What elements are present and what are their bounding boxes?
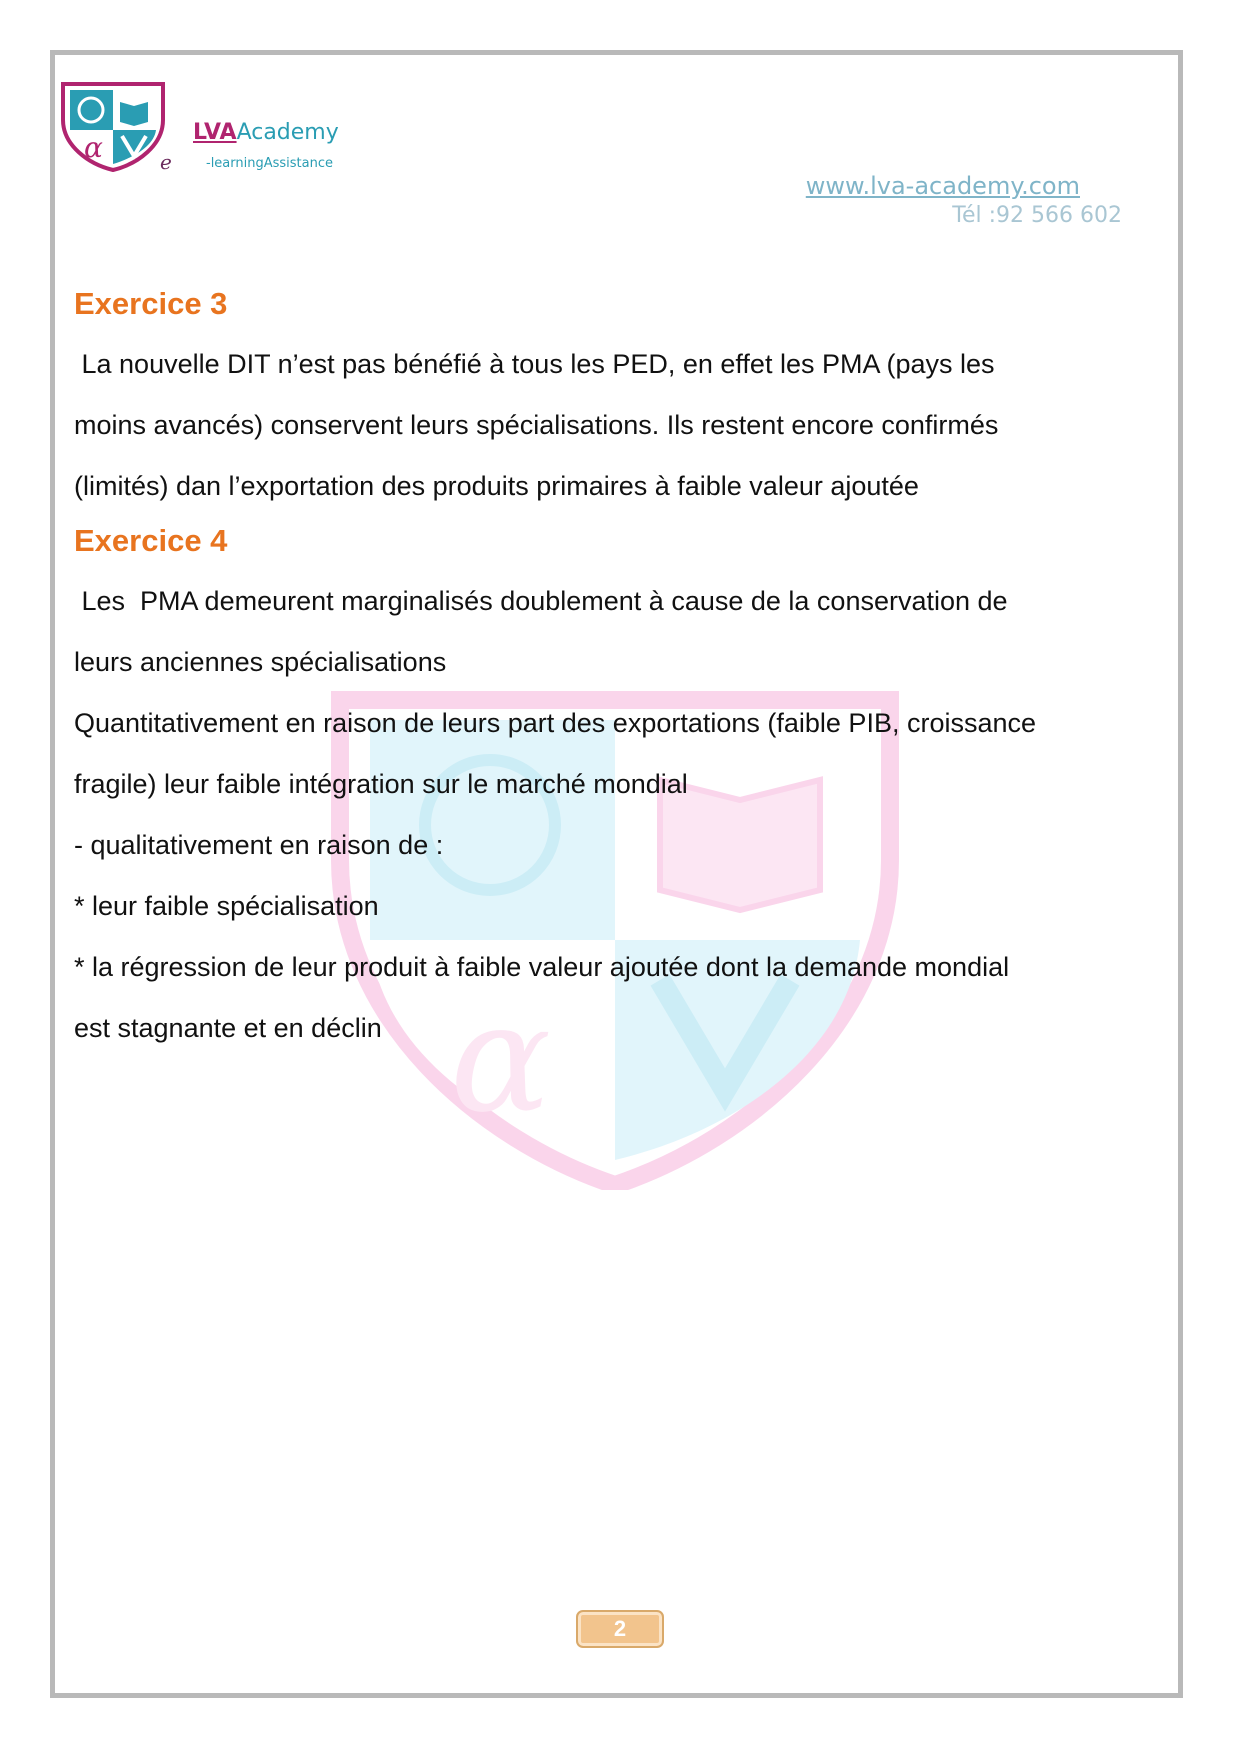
- brand-lva: LVA: [193, 120, 237, 145]
- page-number-badge: 2: [576, 1610, 664, 1648]
- brand-tagline: -learningAssistance: [206, 156, 333, 171]
- logo-letter: e: [160, 150, 172, 174]
- exercise-3-line: (limités) dan l’exportation des produits primaires à faible valeur ajoutée: [74, 471, 919, 501]
- exercise-4-line: * leur faible spécialisation: [74, 891, 379, 921]
- exercise-4-text: [74, 565, 1174, 1059]
- exercise-4-line: Quantitativement en raison de leurs part des exportations (faible PIB, croissance: [74, 708, 1037, 738]
- brand-name: [193, 120, 339, 145]
- exercise-4-line: * la régression de leur produit à faible valeur ajoutée dont la demande mondial: [74, 952, 1010, 982]
- exercise-3-title: Exercice 3: [74, 286, 228, 321]
- phone-number: Tél :92 566 602: [952, 203, 1122, 228]
- website-link[interactable]: www.lva-academy.com: [805, 172, 1080, 200]
- exercise-4-line: - qualitativement en raison de :: [74, 830, 444, 860]
- svg-text:α: α: [450, 972, 552, 1146]
- document-body: [74, 280, 1174, 1059]
- exercise-3-line: La nouvelle DIT n’est pas bénéfié à tous les PED, en effet les PMA (pays les: [74, 349, 995, 379]
- exercise-3-text: [74, 328, 1174, 517]
- exercise-4-line: fragile) leur faible intégration sur le marché mondial: [74, 769, 688, 799]
- exercise-4-line: Les PMA demeurent marginalisés doublement à cause de la conservation de: [74, 586, 1008, 616]
- brand-academy: Academy: [236, 120, 339, 145]
- exercise-4-title: Exercice 4: [74, 523, 228, 558]
- svg-text:α: α: [84, 131, 103, 164]
- lva-shield-logo-icon: [58, 80, 168, 172]
- exercise-3-line: moins avancés) conservent leurs spécialisations. Ils restent encore confirmés: [74, 410, 999, 440]
- exercise-4-line: leurs anciennes spécialisations: [74, 647, 447, 677]
- exercise-4-line: est stagnante et en déclin: [74, 1013, 382, 1043]
